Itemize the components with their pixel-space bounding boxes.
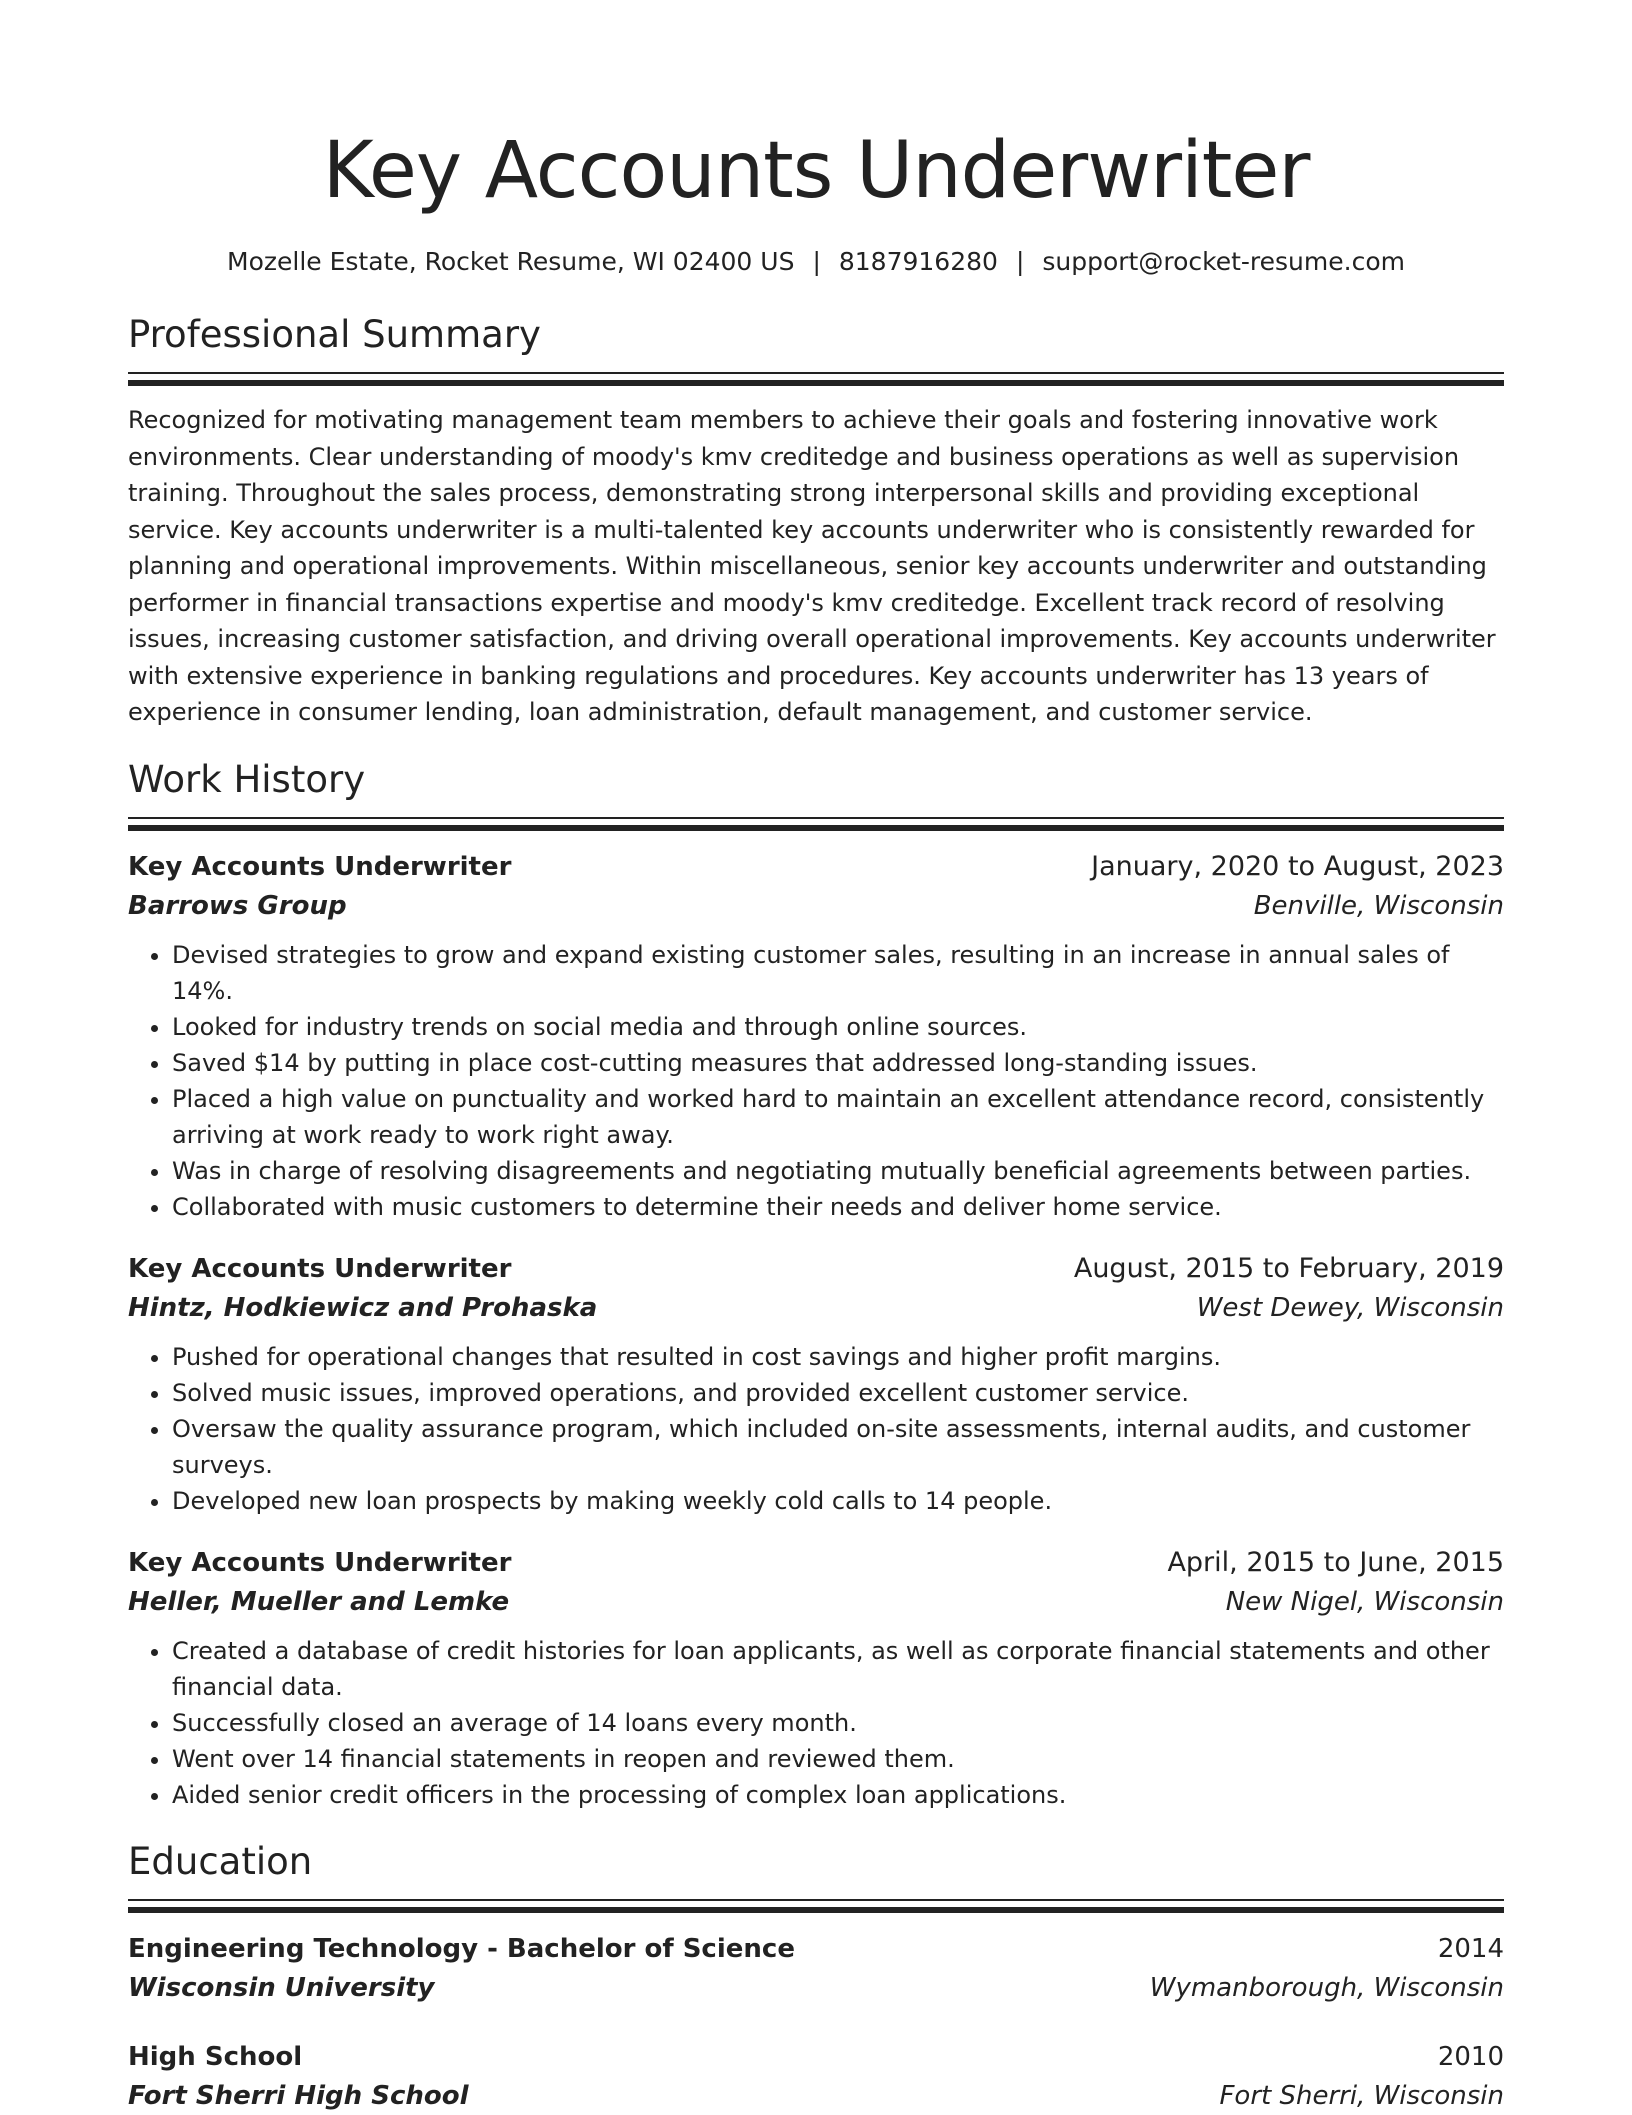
contact-phone: 8187916280 [838, 247, 998, 276]
summary-section [128, 310, 1504, 731]
contact-separator: | [1015, 247, 1025, 276]
list-item: • Pushed for operational changes that resulted in cost savings and higher profit margins. [172, 1339, 1504, 1375]
education-location: Wymanborough, Wisconsin [1149, 1972, 1504, 2003]
job-location: New Nigel, Wisconsin [1225, 1586, 1504, 1617]
list-item: • Created a database of credit histories for loan applicants, as well as corporate financial statements and other financial data. [172, 1633, 1504, 1705]
section-title-work-history: Work History [128, 757, 366, 801]
summary-text: Recognized for motivating management team members to achieve their goals and fostering innovative work environments. Clear understanding of moody's kmv creditedge and business operations as well as supervision training. Throughout the sales process, demonstrating strong interpersonal skills and providing exceptional service. Key accounts underwriter is a multi-talented key accounts underwriter who is consistently rewarded for planning and operational improvements. Within miscellaneous, senior key accounts underwriter and outstanding performer in financial transactions expertise and moody's kmv creditedge. Excellent track record of resolving issues, increasing customer satisfaction, and driving overall operational improvements. Key accounts underwriter with extensive experience in banking regulations and procedures. Key accounts underwriter has 13 years of experience in consumer lending, loan administration, default management, and customer service. [128, 406, 1496, 726]
job-entry [128, 847, 1504, 1225]
contact-email: support@rocket-resume.com [1042, 247, 1405, 276]
job-title: Key Accounts Underwriter [128, 1547, 512, 1578]
contact-separator: | [812, 247, 821, 276]
job-employer: Barrows Group [128, 890, 347, 921]
job-bullets [128, 1339, 1504, 1519]
list-item: • Looked for industry trends on social media and through online sources. [172, 1009, 1504, 1045]
education-entry [128, 1929, 1504, 2007]
list-item: • Solved music issues, improved operations, and provided excellent customer service. [172, 1375, 1504, 1411]
job-employer: Hintz, Hodkiewicz and Prohaska [128, 1292, 598, 1323]
job-entry [128, 1543, 1504, 1813]
education-entry [128, 2037, 1504, 2115]
education-year: 2014 [1437, 1933, 1504, 1964]
list-item: • Aided senior credit officers in the processing of complex loan applications. [172, 1777, 1504, 1813]
list-item: • Devised strategies to grow and expand existing customer sales, resulting in an increase in annual sales of 14%. [172, 937, 1504, 1009]
job-title: Key Accounts Underwriter [128, 1253, 512, 1284]
job-dates: April, 2015 to June, 2015 [1167, 1546, 1504, 1578]
section-title-summary: Professional Summary [128, 313, 541, 356]
education-section [128, 1837, 1504, 2115]
list-item: • Was in charge of resolving disagreements and negotiating mutually beneficial agreements between parties. [172, 1153, 1504, 1189]
job-dates: August, 2015 to February, 2019 [1073, 1252, 1504, 1284]
job-dates: January, 2020 to August, 2023 [1091, 850, 1504, 882]
list-item: • Placed a high value on punctuality and worked hard to maintain an excellent attendance record, consistently arriving at work ready to work right away. [172, 1081, 1504, 1153]
contact-address: Mozelle Estate, Rocket Resume, WI 02400 US [227, 247, 795, 276]
list-item: • Saved $14 by putting in place cost-cutting measures that addressed long-standing issues. [172, 1045, 1504, 1081]
education-year: 2010 [1437, 2041, 1504, 2072]
section-title-education: Education [128, 1839, 313, 1883]
work-history-section [128, 755, 1504, 1813]
education-location: Fort Sherri, Wisconsin [1219, 2080, 1504, 2111]
job-employer: Heller, Mueller and Lemke [128, 1586, 510, 1617]
contact-line [128, 244, 1504, 280]
education-degree: Engineering Technology - Bachelor of Science [128, 1933, 795, 1964]
section-divider [128, 372, 1504, 386]
section-divider [128, 1899, 1504, 1913]
job-entry [128, 1249, 1504, 1519]
education-school: Wisconsin University [128, 1972, 435, 2003]
list-item: • Went over 14 financial statements in reopen and reviewed them. [172, 1741, 1504, 1777]
resume-title: Key Accounts Underwriter [322, 126, 1310, 216]
job-location: West Dewey, Wisconsin [1196, 1292, 1504, 1323]
job-bullets [128, 1633, 1504, 1813]
job-location: Benville, Wisconsin [1253, 890, 1504, 921]
list-item: • Collaborated with music customers to determine their needs and deliver home service. [172, 1189, 1504, 1225]
job-title: Key Accounts Underwriter [128, 851, 512, 882]
list-item: • Developed new loan prospects by making weekly cold calls to 14 people. [172, 1483, 1504, 1519]
list-item: • Oversaw the quality assurance program, which included on-site assessments, internal audits, and customer surveys. [172, 1411, 1504, 1483]
section-divider [128, 817, 1504, 831]
education-school: Fort Sherri High School [128, 2080, 469, 2111]
list-item: • Successfully closed an average of 14 loans every month. [172, 1705, 1504, 1741]
job-bullets [128, 937, 1504, 1225]
education-degree: High School [128, 2041, 303, 2072]
